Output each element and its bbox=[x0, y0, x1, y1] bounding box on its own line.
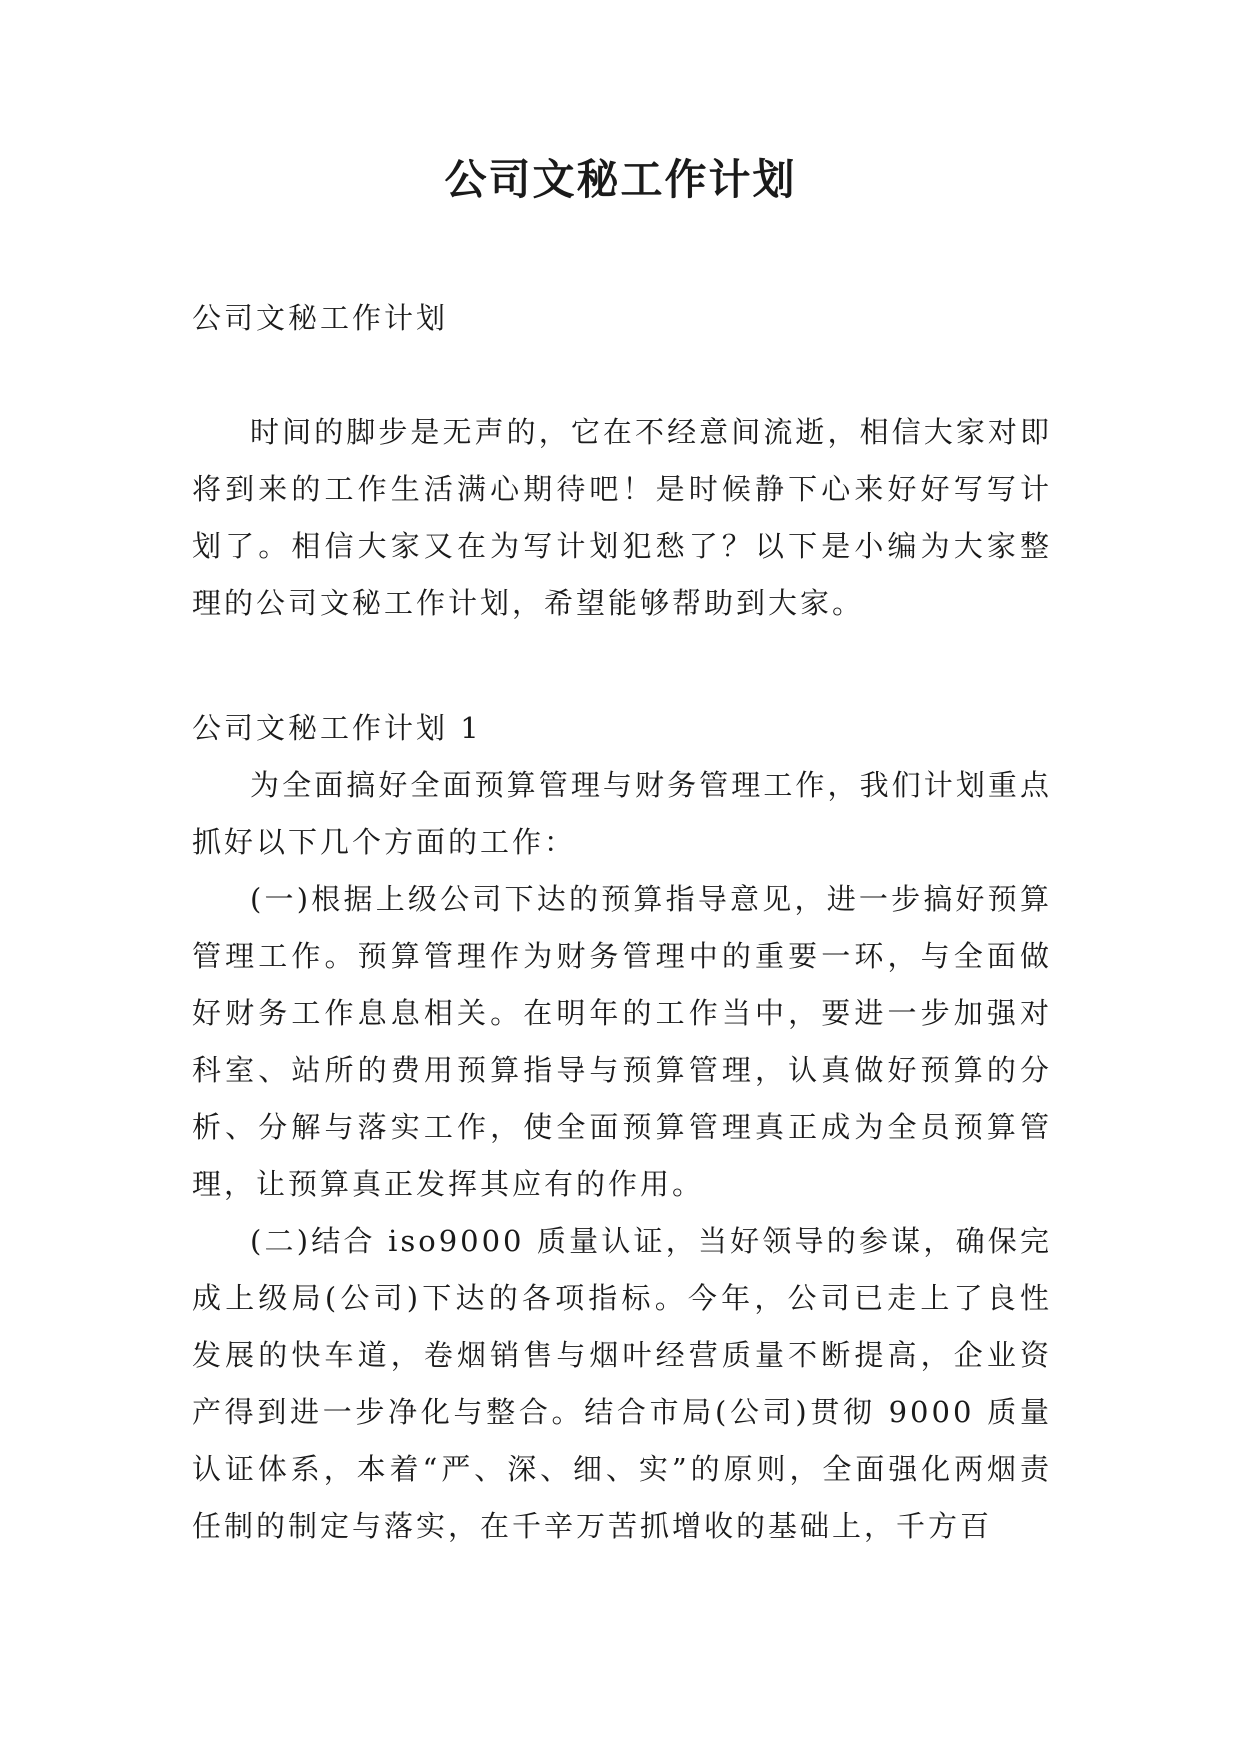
document-subtitle: 公司文秘工作计划 bbox=[192, 301, 449, 335]
document-title: 公司文秘工作计划 bbox=[444, 155, 797, 204]
intro-text: 时间的脚步是无声的，它在不经意间流逝，相信大家对即将到来的工作生活满心期待吧！是时候静下心来好好写写计划了。相信大家又在为写计划犯愁了？以下是小编为大家整理的公司文秘工作计划，希望能够帮助到大家。 bbox=[192, 415, 1052, 620]
section-body bbox=[192, 757, 1052, 1555]
paragraph: (一)根据上级公司下达的预算指导意见，进一步搞好预算管理工作。预算管理作为财务管理中的重要一环，与全面做好财务工作息息相关。在明年的工作当中，要进一步加强对科室、站所的费用预算指导与预算管理，认真做好预算的分析、分解与落实工作，使全面预算管理真正成为全员预算管理，让预算真正发挥其应有的作用。 bbox=[192, 882, 1052, 1201]
section-heading: 公司文秘工作计划 1 bbox=[192, 711, 482, 745]
intro-paragraph bbox=[192, 404, 1052, 632]
paragraph: (二)结合 iso9000 质量认证，当好领导的参谋，确保完成上级局(公司)下达的各项指标。今年，公司已走上了良性发展的快车道，卷烟销售与烟叶经营质量不断提高，企业资产得到进一步净化与整合。结合市局(公司)贯彻 9000 质量认证体系，本着“严、深、细、实”的原则，全面强化两烟责任制的制定与落实，在千辛万苦抓增收的基础上，千方百 bbox=[192, 1224, 1052, 1543]
paragraph: 为全面搞好全面预算管理与财务管理工作，我们计划重点抓好以下几个方面的工作： bbox=[192, 768, 1052, 859]
